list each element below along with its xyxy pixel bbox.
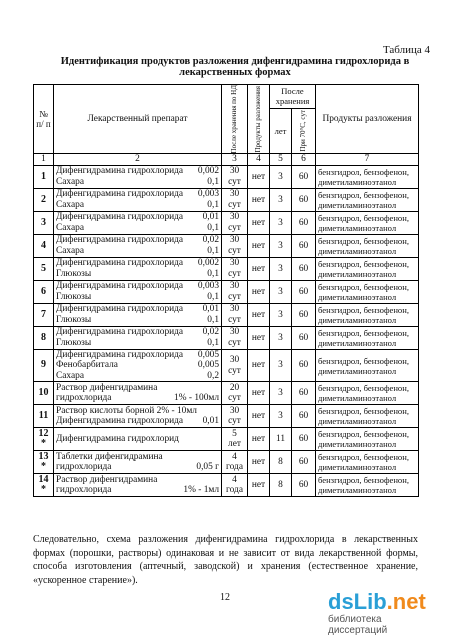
row-storage-nd [222,349,248,382]
row-temp: 60 [292,257,316,280]
storage-unit: сут [228,416,241,427]
drug-line [56,281,219,292]
drug-amount: 0,01 [202,304,219,315]
row-products: бензгидрол, бензофенон, диметиламиноэтанол [316,257,419,280]
drug-amount: 0,05 г [196,462,219,473]
drug-name: Таблетки дифенгидрамина [56,451,163,462]
header-years: лет [270,108,292,154]
row-temp: 60 [292,280,316,303]
drug-name: Дифенгидрамина гидрохлорида [56,189,184,200]
drug-name: гидрохлорида [56,462,112,473]
drug-name: Глюкозы [56,337,92,348]
col-number: 7 [316,154,419,166]
row-drug [54,280,222,303]
row-temp: 60 [292,303,316,326]
drug-line [56,177,219,188]
storage-value: 30 [229,235,240,246]
row-number: 9 [34,349,54,382]
drug-line [56,360,219,371]
row-drug [54,326,222,349]
row-drug [54,405,222,428]
drug-name: Фенобарбитала [56,360,118,371]
row-products-nd: нет [248,405,270,428]
row-years: 8 [270,474,292,497]
row-drug [54,211,222,234]
row-products: бензгидрол, бензофенон, диметиламиноэтанол [316,280,419,303]
row-number: 11 [34,405,54,428]
row-years: 3 [270,211,292,234]
storage-value: 30 [229,212,240,223]
drug-amount: 0,1 [207,268,219,279]
row-drug [54,257,222,280]
row-number: 4 [34,234,54,257]
decomposition-table [33,84,419,497]
drug-line [56,462,219,473]
drug-name: Сахара [56,222,84,233]
drug-name: Дифенгидрамина гидрохлорида [56,304,184,315]
col-number: 2 [54,154,222,166]
row-years: 3 [270,165,292,188]
row-years: 3 [270,188,292,211]
storage-unit: сут [228,199,241,210]
row-number: 7 [34,303,54,326]
row-temp: 60 [292,188,316,211]
storage-value: 30 [229,304,240,315]
drug-amount: 0,1 [207,291,219,302]
row-products: бензгидрол, бензофенон, диметиламиноэтанол [316,326,419,349]
header-drug: Лекарственный препарат [54,85,222,154]
drug-line [56,327,219,338]
storage-unit: сут [228,268,241,279]
row-products: бензгидрол, бензофенон, диметиламиноэтанол [316,349,419,382]
row-storage-nd [222,474,248,497]
row-storage-nd [222,165,248,188]
row-years: 3 [270,280,292,303]
table-row [34,211,419,234]
row-products-nd: нет [248,428,270,451]
row-years: 3 [270,303,292,326]
drug-line [56,223,219,234]
drug-amount: 0,002 [197,258,219,269]
storage-value: 4 [232,474,237,485]
row-number: 13 * [34,451,54,474]
drug-line [56,292,219,303]
row-storage-nd [222,326,248,349]
table-row [34,303,419,326]
table-row [34,451,419,474]
row-drug [54,428,222,451]
drug-name: Сахара [56,176,84,187]
drug-line [56,166,219,177]
storage-unit: сут [228,393,241,404]
watermark-domain: .net [386,589,426,614]
table-number: Таблица 4 [382,44,430,56]
row-number: 12 * [34,428,54,451]
row-temp: 60 [292,211,316,234]
row-temp: 60 [292,474,316,497]
drug-amount: 0,003 [197,189,219,200]
header-products: Продукты разложения [316,85,419,154]
drug-amount: 0,005 [197,360,219,371]
row-products: бензгидрол, бензофенон, диметиламиноэтанол [316,165,419,188]
row-drug [54,474,222,497]
row-products: бензгидрол, бензофенон, диметиламиноэтанол [316,474,419,497]
row-drug [54,234,222,257]
row-drug [54,303,222,326]
drug-amount: 0,1 [207,245,219,256]
header-products-razl: Продукты разложения [248,85,270,154]
drug-name: Сахара [56,199,84,210]
table-body [34,165,419,497]
row-number: 14 * [34,474,54,497]
drug-name: Дифенгидрамина гидрохлорида [56,258,184,269]
storage-value: 5 [232,428,237,439]
row-products: бензгидрол, бензофенон, диметиламиноэтанол [316,382,419,405]
row-storage-nd [222,428,248,451]
drug-name: Дифенгидрамина гидрохлорида [56,349,184,360]
drug-amount: 0,1 [207,199,219,210]
table-row [34,165,419,188]
row-products-nd: нет [248,211,270,234]
row-products-nd: нет [248,165,270,188]
row-temp: 60 [292,428,316,451]
storage-unit: года [226,485,243,496]
row-number: 10 [34,382,54,405]
watermark-logo [328,589,436,636]
drug-line [56,383,219,394]
watermark-brand: dsLib [328,589,387,614]
header-after-storage-nd: После хранения по НД [222,85,248,154]
drug-line [56,475,219,486]
row-products-nd: нет [248,257,270,280]
table-row [34,382,419,405]
drug-name: Сахара [56,245,84,256]
drug-line [56,304,219,315]
drug-line [56,434,219,445]
row-storage-nd [222,280,248,303]
drug-line [56,485,219,496]
table-row [34,188,419,211]
drug-amount: 1% - 1мл [183,485,219,496]
row-products-nd: нет [248,234,270,257]
drug-name: Дифенгидрамина гидрохлорид [56,434,179,445]
drug-amount: 0,02 [202,327,219,338]
page-number: 12 [220,592,230,603]
col-number: 6 [292,154,316,166]
table-title: Идентификация продуктов разложения дифенгидрамина гидрохлорида в лекарственных формах [60,56,410,78]
row-years: 3 [270,326,292,349]
drug-name: Глюкозы [56,268,92,279]
drug-line [56,452,219,463]
col-number: 1 [34,154,54,166]
row-products-nd: нет [248,474,270,497]
drug-line [56,246,219,257]
col-number: 5 [270,154,292,166]
drug-amount: 0,1 [207,337,219,348]
storage-unit: сут [228,245,241,256]
drug-line [56,315,219,326]
table-row [34,474,419,497]
row-temp: 60 [292,165,316,188]
row-years: 3 [270,349,292,382]
storage-unit: сут [228,337,241,348]
storage-unit: сут [228,365,241,376]
row-drug [54,349,222,382]
drug-name: Дифенгидрамина гидрохлорида [56,327,184,338]
row-products-nd: нет [248,188,270,211]
drug-amount: 0,1 [207,222,219,233]
drug-name: Дифенгидрамина гидрохлорида [56,166,184,177]
storage-value: 20 [229,382,240,393]
row-number: 5 [34,257,54,280]
row-products-nd: нет [248,303,270,326]
drug-line [56,212,219,223]
drug-name: Дифенгидрамина гидрохлорида [56,212,184,223]
drug-name: Сахара [56,370,84,381]
row-number: 2 [34,188,54,211]
drug-name: гидрохлорида [56,485,112,496]
conclusion-paragraph: Следовательно, схема разложения дифенгидрамина гидрохлорида в лекарственных формах (порошки, растворы) одинаковая и не зависит от вида лекарственной формы, способа изготовления (аптечный, заводской) и хранения (естественное хранение, «ускоренное старение»). [33,534,418,586]
header-after-storage: После хранения [270,85,316,109]
row-storage-nd [222,405,248,428]
row-products: бензгидрол, бензофенон, диметиламиноэтанол [316,303,419,326]
drug-name: Дифенгидрамина гидрохлорида [56,281,184,292]
drug-amount: 0,1 [207,176,219,187]
row-drug [54,451,222,474]
storage-value: 30 [229,189,240,200]
drug-amount: 0,2 [207,370,219,381]
row-years: 3 [270,257,292,280]
watermark-caption: библиотека диссертаций [328,614,388,636]
row-years: 3 [270,234,292,257]
row-products: бензгидрол, бензофенон, диметиламиноэтанол [316,188,419,211]
row-years: 3 [270,382,292,405]
row-storage-nd [222,303,248,326]
row-temp: 60 [292,451,316,474]
table-row [34,428,419,451]
drug-name: Глюкозы [56,291,92,302]
row-products: бензгидрол, бензофенон, диметиламиноэтанол [316,234,419,257]
header-temp: При 70°С, сут [292,108,316,154]
drug-line [56,269,219,280]
storage-unit: сут [228,222,241,233]
drug-amount: 0,003 [197,281,219,292]
row-storage-nd [222,257,248,280]
drug-amount: 0,01 [202,212,219,223]
drug-line [56,200,219,211]
row-products-nd: нет [248,349,270,382]
storage-unit: лет [228,439,241,450]
row-number: 3 [34,211,54,234]
row-number: 1 [34,165,54,188]
drug-line [56,416,219,427]
storage-unit: сут [228,314,241,325]
drug-name: Дифенгидрамина гидрохлорида [56,416,184,427]
storage-value: 30 [229,405,240,416]
drug-line [56,235,219,246]
drug-line [56,338,219,349]
drug-amount: 0,005 [197,349,219,360]
table-row [34,280,419,303]
row-drug [54,188,222,211]
row-number: 8 [34,326,54,349]
storage-value: 30 [229,355,240,366]
table-row [34,234,419,257]
table-row [34,405,419,428]
row-years: 3 [270,405,292,428]
row-temp: 60 [292,405,316,428]
row-products-nd: нет [248,280,270,303]
table-row [34,326,419,349]
row-storage-nd [222,234,248,257]
row-years: 8 [270,451,292,474]
row-number: 6 [34,280,54,303]
row-drug [54,382,222,405]
table-row [34,349,419,382]
row-products-nd: нет [248,451,270,474]
col-number: 4 [248,154,270,166]
row-products-nd: нет [248,326,270,349]
drug-amount: 0,1 [207,314,219,325]
row-years: 11 [270,428,292,451]
drug-name: Раствор дифенгидрамина [56,382,158,393]
table-row [34,257,419,280]
drug-amount: 1% - 100мл [174,393,219,404]
row-temp: 60 [292,326,316,349]
row-temp: 60 [292,349,316,382]
storage-value: 4 [232,451,237,462]
row-storage-nd [222,382,248,405]
col-number-row [34,154,419,166]
row-temp: 60 [292,382,316,405]
drug-amount: 0,01 [202,416,219,427]
row-products: бензгидрол, бензофенон, диметиламиноэтанол [316,405,419,428]
drug-line [56,406,219,417]
storage-value: 30 [229,281,240,292]
row-storage-nd [222,188,248,211]
drug-name: Глюкозы [56,314,92,325]
drug-line [56,350,219,361]
row-products-nd: нет [248,382,270,405]
storage-value: 30 [229,258,240,269]
storage-unit: сут [228,291,241,302]
drug-name: Дифенгидрамина гидрохлорида [56,235,184,246]
drug-line [56,393,219,404]
row-products: бензгидрол, бензофенон, диметиламиноэтанол [316,211,419,234]
header-num: № п/ п [34,85,54,154]
drug-name: Раствор дифенгидрамина [56,474,158,485]
drug-name: Раствор кислоты борной 2% - 10мл [56,405,197,416]
storage-unit: сут [228,176,241,187]
row-drug [54,165,222,188]
drug-amount: 0,002 [197,166,219,177]
row-products: бензгидрол, бензофенон, диметиламиноэтанол [316,451,419,474]
storage-value: 30 [229,327,240,338]
storage-unit: года [226,462,243,473]
drug-line [56,371,219,382]
col-number: 3 [222,154,248,166]
storage-value: 30 [229,166,240,177]
drug-amount: 0,02 [202,235,219,246]
row-storage-nd [222,211,248,234]
drug-name: гидрохлорида [56,393,112,404]
row-temp: 60 [292,234,316,257]
row-storage-nd [222,451,248,474]
drug-line [56,189,219,200]
row-products: бензгидрол, бензофенон, диметиламиноэтанол [316,428,419,451]
drug-line [56,258,219,269]
